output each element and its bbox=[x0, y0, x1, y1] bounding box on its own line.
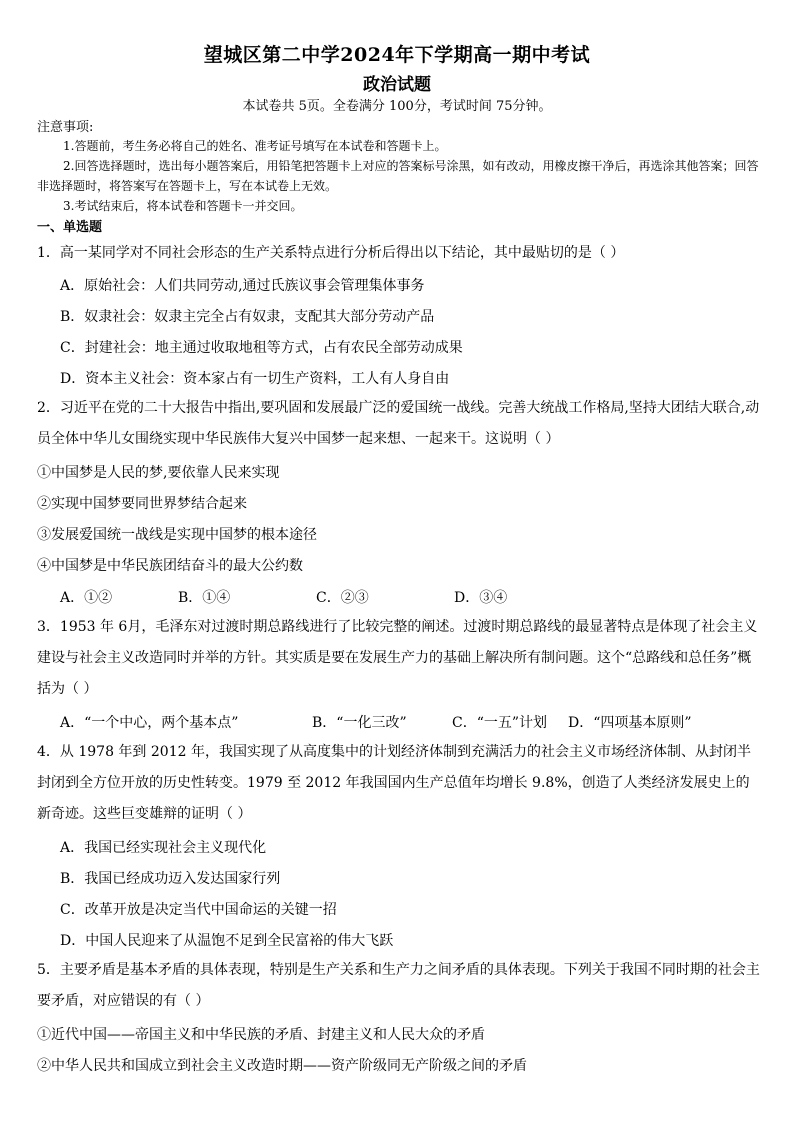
question-2-item-4: ④中国梦是中华民族团结奋斗的最大公约数 bbox=[37, 558, 303, 574]
question-4-option-c: C．改革开放是决定当代中国命运的关键一招 bbox=[60, 902, 337, 918]
question-2-stem: 2．习近平在党的二十大报告中指出,要巩固和发展最广泛的爱国统一战线。完善大统战工作格局,坚持大团结大联合,动员全体中华儿女围绕实现中华民族伟大复兴中国梦一起来想、一起来干。这说明（ ） bbox=[37, 400, 760, 447]
question-2-item-3: ③发展爱国统一战线是实现中国梦的根本途径 bbox=[37, 527, 317, 543]
question-4-stem: 4．从 1978 年到 2012 年，我国实现了从高度集中的计划经济体制到充满活力的社会主义市场经济体制、从封闭半封闭到全方位开放的历史性转变。1979 至 2012 年我国国内生产总值年均增长 9.8%，创造了人类经济发展史上的新奇迹。这些巨变雄辩的证明（ ） bbox=[37, 744, 751, 822]
question-3-option-b: B．“一化三改” bbox=[312, 715, 407, 731]
exam-info: 本试卷共 5页。全卷满分 100分，考试时间 75分钟。 bbox=[242, 99, 552, 114]
notice-item-1: 1.答题前，考生务必将自己的姓名、准考证号填写在本试卷和答题卡上。 bbox=[63, 139, 447, 153]
question-4-option-b: B．我国已经成功迈入发达国家行列 bbox=[60, 871, 281, 887]
question-2-option-c: C．②③ bbox=[316, 590, 369, 606]
question-4-option-a: A．我国已经实现社会主义现代化 bbox=[60, 840, 267, 856]
question-2-item-2: ②实现中国梦要同世界梦结合起来 bbox=[37, 496, 247, 512]
question-1-option-b: B．奴隶社会：奴隶主完全占有奴隶，支配其大部分劳动产品 bbox=[60, 309, 435, 325]
question-1-stem: 1．高一某同学对不同社会形态的生产关系特点进行分析后得出以下结论，其中最贴切的是（ ） bbox=[37, 245, 625, 261]
exam-subject: 政治试题 bbox=[363, 75, 431, 95]
question-1-option-a: A．原始社会：人们共同劳动,通过氏族议事会管理集体事务 bbox=[60, 278, 425, 294]
notice-item-3: 3.考试结束后，将本试卷和答题卡一并交回。 bbox=[63, 199, 303, 213]
question-3-options bbox=[60, 712, 692, 732]
question-2-option-b: B．①④ bbox=[178, 590, 231, 606]
question-3-option-c: C．“一五”计划 bbox=[452, 715, 548, 731]
question-5-item-1: ①近代中国——帝国主义和中华民族的矛盾、封建主义和人民大众的矛盾 bbox=[37, 1027, 485, 1043]
question-2-item-1: ①中国梦是人民的梦,要依靠人民来实现 bbox=[37, 465, 280, 481]
question-2-option-a: A．①② bbox=[60, 590, 113, 606]
question-3-option-d: D．“四项基本原则” bbox=[568, 715, 692, 731]
question-4-option-d: D．中国人民迎来了从温饱不足到全民富裕的伟大飞跃 bbox=[60, 933, 394, 949]
question-3-stem: 3．1953 年 6月，毛泽东对过渡时期总路线进行了比较完整的阐述。过渡时期总路线的最显著特点是体现了社会主义建设与社会主义改造同时并举的方针。其实质是要在发展生产力的基础上解决所有制问题。这个“总路线和总任务”概括为（ ） bbox=[37, 619, 758, 697]
question-1-option-c: C．封建社会：地主通过收取地租等方式，占有农民全部劳动成果 bbox=[60, 340, 463, 356]
question-2-options bbox=[60, 587, 507, 607]
exam-title: 望城区第二中学2024年下学期高一期中考试 bbox=[203, 44, 591, 66]
notice-item-2: 2.回答选择题时，选出每小题答案后，用铅笔把答题卡上对应的答案标号涂黑，如有改动，用橡皮擦干净后，再选涂其他答案；回答非选择题时，将答案写在答题卡上，写在本试卷上无效。 bbox=[37, 159, 759, 193]
notice-heading: 注意事项: bbox=[37, 120, 94, 135]
question-5-stem: 5．主要矛盾是基本矛盾的具体表现，特别是生产关系和生产力之间矛盾的具体表现。下列关于我国不同时期的社会主要矛盾，对应错误的有（ ） bbox=[37, 962, 760, 1009]
question-5-item-2: ②中华人民共和国成立到社会主义改造时期——资产阶级同无产阶级之间的矛盾 bbox=[37, 1058, 527, 1074]
question-1-option-d: D．资本主义社会：资本家占有一切生产资料，工人有人身自由 bbox=[60, 371, 450, 387]
question-2-option-d: D．③④ bbox=[454, 590, 508, 606]
question-3-option-a: A．“一个中心，两个基本点” bbox=[60, 715, 239, 731]
section-title: 一、单选题 bbox=[37, 220, 103, 235]
